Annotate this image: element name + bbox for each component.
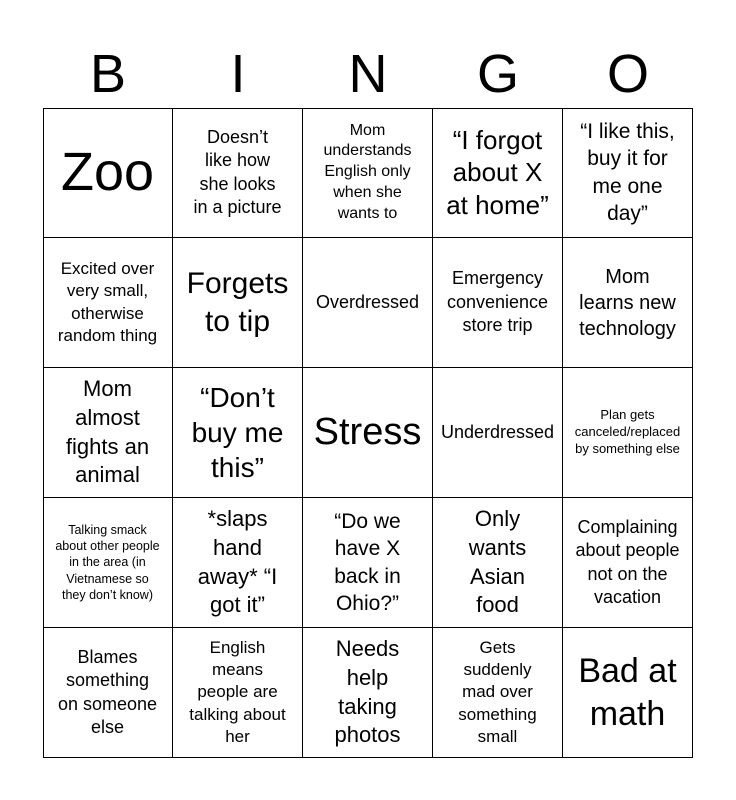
bingo-cell[interactable]: “I forgot about X at home” xyxy=(433,108,563,238)
bingo-cell[interactable]: Plan gets canceled/replaced by something else xyxy=(563,368,693,498)
bingo-cell[interactable]: Mom understands English only when she wants to xyxy=(303,108,433,238)
bingo-cell[interactable]: Blames something on someone else xyxy=(43,628,173,758)
bingo-cell[interactable]: Gets suddenly mad over something small xyxy=(433,628,563,758)
bingo-cell[interactable]: Forgets to tip xyxy=(173,238,303,368)
bingo-cell[interactable]: Mom learns new technology xyxy=(563,238,693,368)
bingo-cell[interactable]: Underdressed xyxy=(433,368,563,498)
bingo-board xyxy=(43,108,693,758)
bingo-cell[interactable]: Complaining about people not on the vacation xyxy=(563,498,693,628)
bingo-cell[interactable]: Bad at math xyxy=(563,628,693,758)
bingo-cell[interactable]: Zoo xyxy=(43,108,173,238)
bingo-cell[interactable]: “Don’t buy me this” xyxy=(173,368,303,498)
bingo-cell[interactable]: “I like this, buy it for me one day” xyxy=(563,108,693,238)
bingo-header xyxy=(43,40,693,108)
bingo-cell[interactable]: Excited over very small, otherwise random thing xyxy=(43,238,173,368)
bingo-cell[interactable]: Overdressed xyxy=(303,238,433,368)
header-letter-g: G xyxy=(476,44,519,104)
header-letter-o: O xyxy=(606,44,649,104)
bingo-cell[interactable]: Only wants Asian food xyxy=(433,498,563,628)
bingo-cell[interactable]: Talking smack about other people in the area (in Vietnamese so they don’t know) xyxy=(43,498,173,628)
bingo-cell[interactable]: Stress xyxy=(303,368,433,498)
bingo-cell[interactable]: *slaps hand away* “I got it” xyxy=(173,498,303,628)
bingo-cell[interactable]: Doesn’t like how she looks in a picture xyxy=(173,108,303,238)
bingo-cell[interactable]: Emergency convenience store trip xyxy=(433,238,563,368)
bingo-cell[interactable]: Mom almost fights an animal xyxy=(43,368,173,498)
bingo-cell[interactable]: “Do we have X back in Ohio?” xyxy=(303,498,433,628)
bingo-cell[interactable]: English means people are talking about her xyxy=(173,628,303,758)
bingo-cell[interactable]: Needs help taking photos xyxy=(303,628,433,758)
header-letter-n: N xyxy=(348,44,388,104)
header-letter-b: B xyxy=(89,44,127,104)
header-letter-i: I xyxy=(230,44,246,104)
